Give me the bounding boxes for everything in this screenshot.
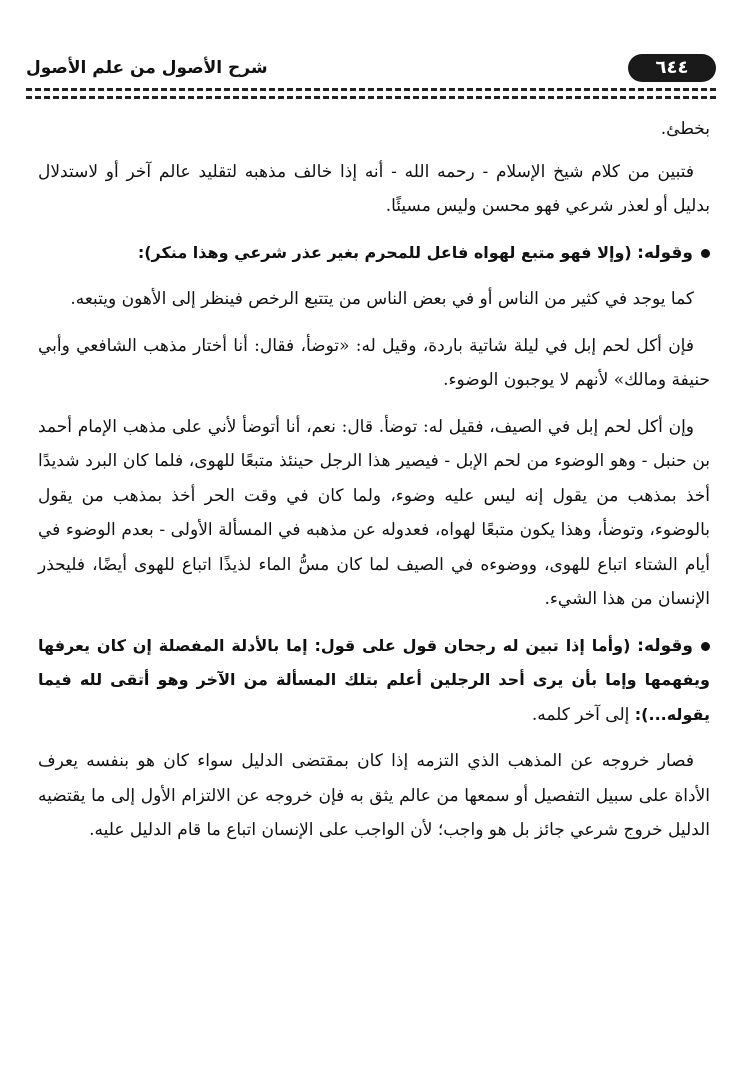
page-body	[38, 112, 710, 860]
quote-text: (وإلا فهو متبع لهواه فاعل للمحرم بغير عذر شرعي وهذا منكر):	[137, 242, 632, 262]
header-divider-bottom	[26, 96, 716, 99]
book-title: شرح الأصول من علم الأصول	[26, 58, 268, 78]
quote-label: وقوله:	[637, 635, 693, 656]
header-divider-top	[26, 88, 716, 91]
paragraph-4: وإن أكل لحم إبل في الصيف، فقيل له: توضأ. قال: نعم، أنا أتوضأ لأني على مذهب الإمام أحمد بن حنبل - وهو الوضوء من لحم الإبل - فيصير هذا الرجل حينئذ متبعًا للهوى، فلما كان البرد شديدًا أخذ بمذهب من يقول إنه ليس عليه وضوء، ولما كان في وقت الحر أخذ بمذهب من يقول بالوضوء، وتوضأ، وهذا يكون متبعًا لهواه، فعدوله عن مذهبه في المسألة الأولى - بعدم الوضوء في أيام الشتاء اتباع للهوى، ووضوءه في الصيف لما كان مسُّ الماء لذيذًا اتباع للهوى أيضًا، فليحذر الإنسان من هذا الشيء.	[38, 416, 710, 609]
quote-block-2	[38, 629, 710, 733]
page-number-badge: ٦٤٤	[628, 54, 716, 82]
paragraph-2: كما يوجد في كثير من الناس أو في بعض الناس من يتتبع الرخص فينظر إلى الأهون ويتبعه.	[70, 289, 694, 309]
quote-text: (وأما إذا تبين له رجحان قول على قول: إما بالأدلة المفصلة إن كان يعرفها ويفهمها وإما بأن يرى أحد الرجلين أعلم بتلك المسألة من الآخر وهو أتقى لله فيما يقوله...):	[38, 635, 710, 724]
paragraph-1: فتبين من كلام شيخ الإسلام - رحمه الله - أنه إذا خالف مذهبه لتقليد عالم آخر أو لاستدلال بدليل أو لعذر شرعي فهو محسن وليس مسيئًا.	[38, 161, 710, 216]
bullet-icon	[701, 249, 710, 258]
bullet-icon	[701, 642, 710, 651]
page-header	[26, 52, 716, 92]
quote-tail: إلى آخر كلمه.	[531, 704, 630, 725]
paragraph-3: فإن أكل لحم إبل في ليلة شاتية باردة، وقيل له: «توضأ، فقال: أنا أختار مذهب الشافعي وأبي حنيفة ومالك» لأنهم لا يوجبون الوضوء.	[38, 335, 710, 390]
paragraph-5: فصار خروجه عن المذهب الذي التزمه إذا كان بمقتضى الدليل سواء كان هو بنفسه يعرف الأداة على سبيل التفصيل أو سمعها من عالم يثق به فإن خروجه عن الالتزام الأول إلى ما يقتضيه الدليل خروج شرعي جائز بل هو واجب؛ لأن الواجب على الإنسان اتباع ما قام الدليل عليه.	[38, 751, 710, 840]
paragraph-continuation: بخطئ.	[660, 119, 710, 139]
quote-block-1	[38, 236, 710, 271]
quote-label: وقوله:	[637, 242, 693, 263]
